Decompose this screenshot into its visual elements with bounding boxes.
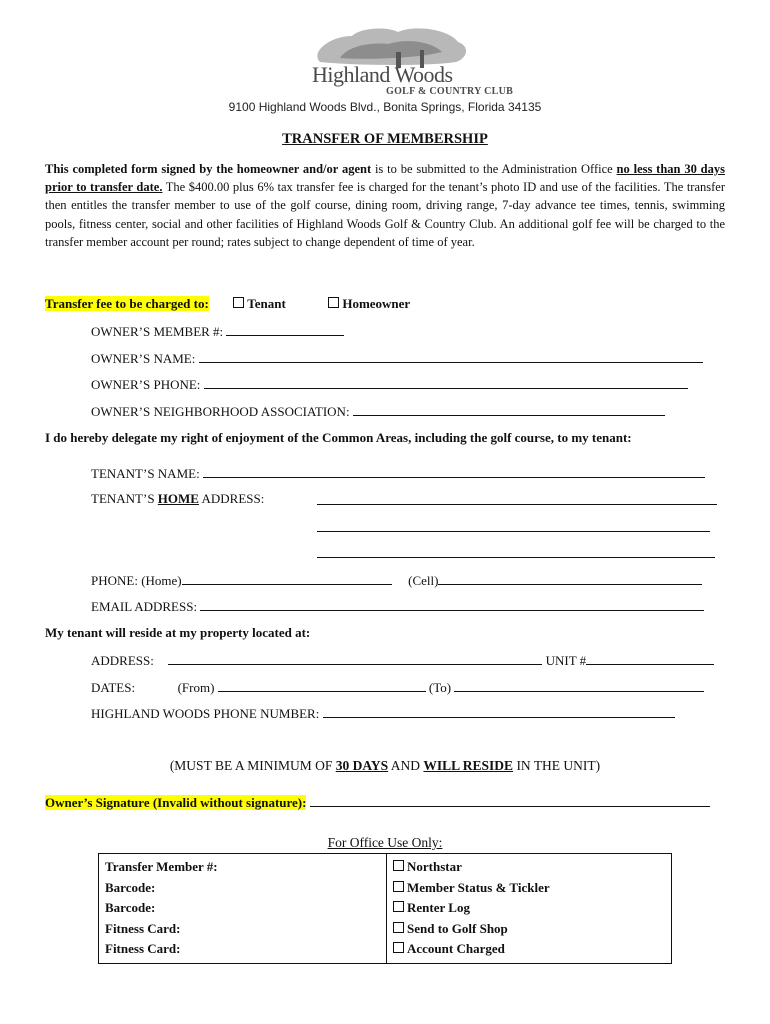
hw-phone-label: HIGHLAND WOODS PHONE NUMBER: — [91, 706, 320, 721]
office-field-fitness-card-2: Fitness Card: — [105, 941, 181, 956]
page-title: TRANSFER OF MEMBERSHIP — [282, 131, 488, 147]
reside-dates-label: DATES: — [91, 680, 136, 695]
homeowner-option-label: Homeowner — [342, 296, 411, 311]
signature-label: Owner’s Signature (Invalid without signature): — [45, 795, 307, 810]
tenant-address-home: HOME — [157, 491, 199, 506]
notice-will-reside: WILL RESIDE — [423, 758, 514, 773]
tenant-address-suffix: ADDRESS: — [198, 491, 265, 506]
account-charged-checkbox[interactable] — [393, 942, 404, 953]
owner-member-label: OWNER’S MEMBER #: — [91, 324, 224, 339]
office-use-title: For Office Use Only: — [327, 835, 443, 850]
signature-field[interactable] — [310, 794, 710, 807]
office-field-transfer-member: Transfer Member #: — [105, 859, 218, 874]
tenant-home-phone-field[interactable] — [182, 572, 392, 585]
minimum-notice — [0, 758, 770, 774]
owner-phone-field[interactable] — [204, 376, 688, 389]
logo-text: Highland Woods — [312, 62, 453, 87]
renter-log-checkbox[interactable] — [393, 901, 404, 912]
tenant-email-row — [91, 598, 704, 615]
notice-mid: AND — [388, 758, 424, 773]
notice-days: 30 DAYS — [335, 758, 389, 773]
club-logo — [300, 22, 514, 97]
tenant-checkbox[interactable] — [233, 297, 244, 308]
notice-post: IN THE UNIT) — [513, 758, 601, 773]
tenant-cell-phone-label: (Cell) — [408, 573, 439, 588]
office-field-barcode-2: Barcode: — [105, 900, 156, 915]
reside-to-label: (To) — [428, 680, 452, 695]
tenant-name-row — [91, 465, 705, 482]
golf-shop-label: Send to Golf Shop — [407, 920, 508, 936]
tenant-address-row — [91, 491, 264, 507]
office-check-renter-log — [393, 898, 665, 919]
golf-shop-checkbox[interactable] — [393, 922, 404, 933]
homeowner-checkbox[interactable] — [328, 297, 339, 308]
tenant-address-line-2[interactable] — [317, 519, 710, 532]
office-check-account-charged — [393, 939, 665, 960]
reside-address-field[interactable] — [168, 652, 542, 665]
office-left-column — [99, 854, 387, 964]
office-field-fitness-card-1: Fitness Card: — [105, 920, 181, 936]
reside-address-label: ADDRESS: — [91, 653, 154, 668]
tenant-phone-row — [91, 572, 702, 589]
office-use-table — [98, 853, 672, 964]
owner-assoc-row — [91, 403, 665, 420]
tenant-home-phone-label: PHONE: (Home) — [91, 573, 182, 588]
reside-heading: My tenant will reside at my property located at: — [45, 625, 311, 640]
intro-text-2: The $400.00 plus 6% tax transfer fee is charged for the tenant’s photo ID and use of the facilities. The transfer then entitles the transfer member to use of the golf course, dining room, driving range, 7-day advance tee times, tennis, swimming pools, fitness center, social and other facilities of Highland Woods Golf & Country Club. An additional golf fee will be charged to the transfer member account per round; rates subject to change dependent of time of year. — [45, 180, 725, 249]
office-right-column — [387, 854, 672, 964]
tenant-address-line-1[interactable] — [317, 492, 717, 505]
account-charged-label: Account Charged — [407, 941, 505, 956]
hw-phone-field[interactable] — [323, 705, 675, 718]
northstar-checkbox[interactable] — [393, 860, 404, 871]
reside-unit-label: UNIT # — [545, 653, 587, 668]
reside-address-row — [91, 652, 714, 669]
tenant-address-line-3[interactable] — [317, 545, 715, 558]
office-field-barcode-1: Barcode: — [105, 879, 156, 895]
reside-from-label: (From) — [177, 680, 215, 695]
tenant-address-prefix: TENANT’S — [91, 491, 158, 506]
owner-name-field[interactable] — [199, 350, 703, 363]
tenant-name-field[interactable] — [203, 465, 705, 478]
tenant-email-field[interactable] — [200, 598, 704, 611]
delegate-statement: I do hereby delegate my right of enjoyment of the Common Areas, including the golf course, to my tenant: — [45, 430, 632, 445]
owner-assoc-label: OWNER’S NEIGHBORHOOD ASSOCIATION: — [91, 404, 350, 419]
tenant-cell-phone-field[interactable] — [438, 572, 702, 585]
intro-text-1: is to be submitted to the Administration Office — [371, 162, 617, 176]
intro-bold-lead: This completed form signed by the homeowner and/or agent — [45, 162, 372, 176]
tenant-email-label: EMAIL ADDRESS: — [91, 599, 198, 614]
northstar-label: Northstar — [407, 859, 462, 874]
owner-phone-row — [91, 376, 688, 393]
tenant-name-label: TENANT’S NAME: — [91, 466, 200, 481]
owner-name-row — [91, 350, 703, 367]
reside-from-field[interactable] — [218, 679, 426, 692]
intro-deadline: no less than 30 days prior to transfer date. — [45, 162, 725, 195]
owner-assoc-field[interactable] — [353, 403, 665, 416]
owner-member-field[interactable] — [226, 323, 344, 336]
notice-pre: (MUST BE A MINIMUM OF — [169, 758, 336, 773]
logo-subtext: GOLF & COUNTRY CLUB — [386, 86, 514, 97]
renter-log-label: Renter Log — [407, 900, 470, 915]
office-check-golf-shop — [393, 919, 665, 940]
office-check-northstar — [393, 857, 665, 878]
reside-to-field[interactable] — [454, 679, 704, 692]
fee-label: Transfer fee to be charged to: — [45, 296, 209, 311]
office-check-member-status — [393, 878, 665, 899]
signature-row — [45, 794, 710, 811]
hw-phone-row — [91, 705, 675, 722]
reside-dates-row — [91, 679, 704, 696]
owner-member-row — [91, 323, 344, 340]
reside-unit-field[interactable] — [586, 652, 714, 665]
member-status-checkbox[interactable] — [393, 881, 404, 892]
owner-name-label: OWNER’S NAME: — [91, 351, 196, 366]
club-address: 9100 Highland Woods Blvd., Bonita Springs, Florida 34135 — [228, 100, 542, 114]
intro-paragraph — [45, 160, 725, 251]
member-status-label: Member Status & Tickler — [407, 879, 550, 895]
tenant-option-label: Tenant — [247, 296, 286, 311]
owner-phone-label: OWNER’S PHONE: — [91, 377, 201, 392]
fee-row — [45, 296, 410, 312]
